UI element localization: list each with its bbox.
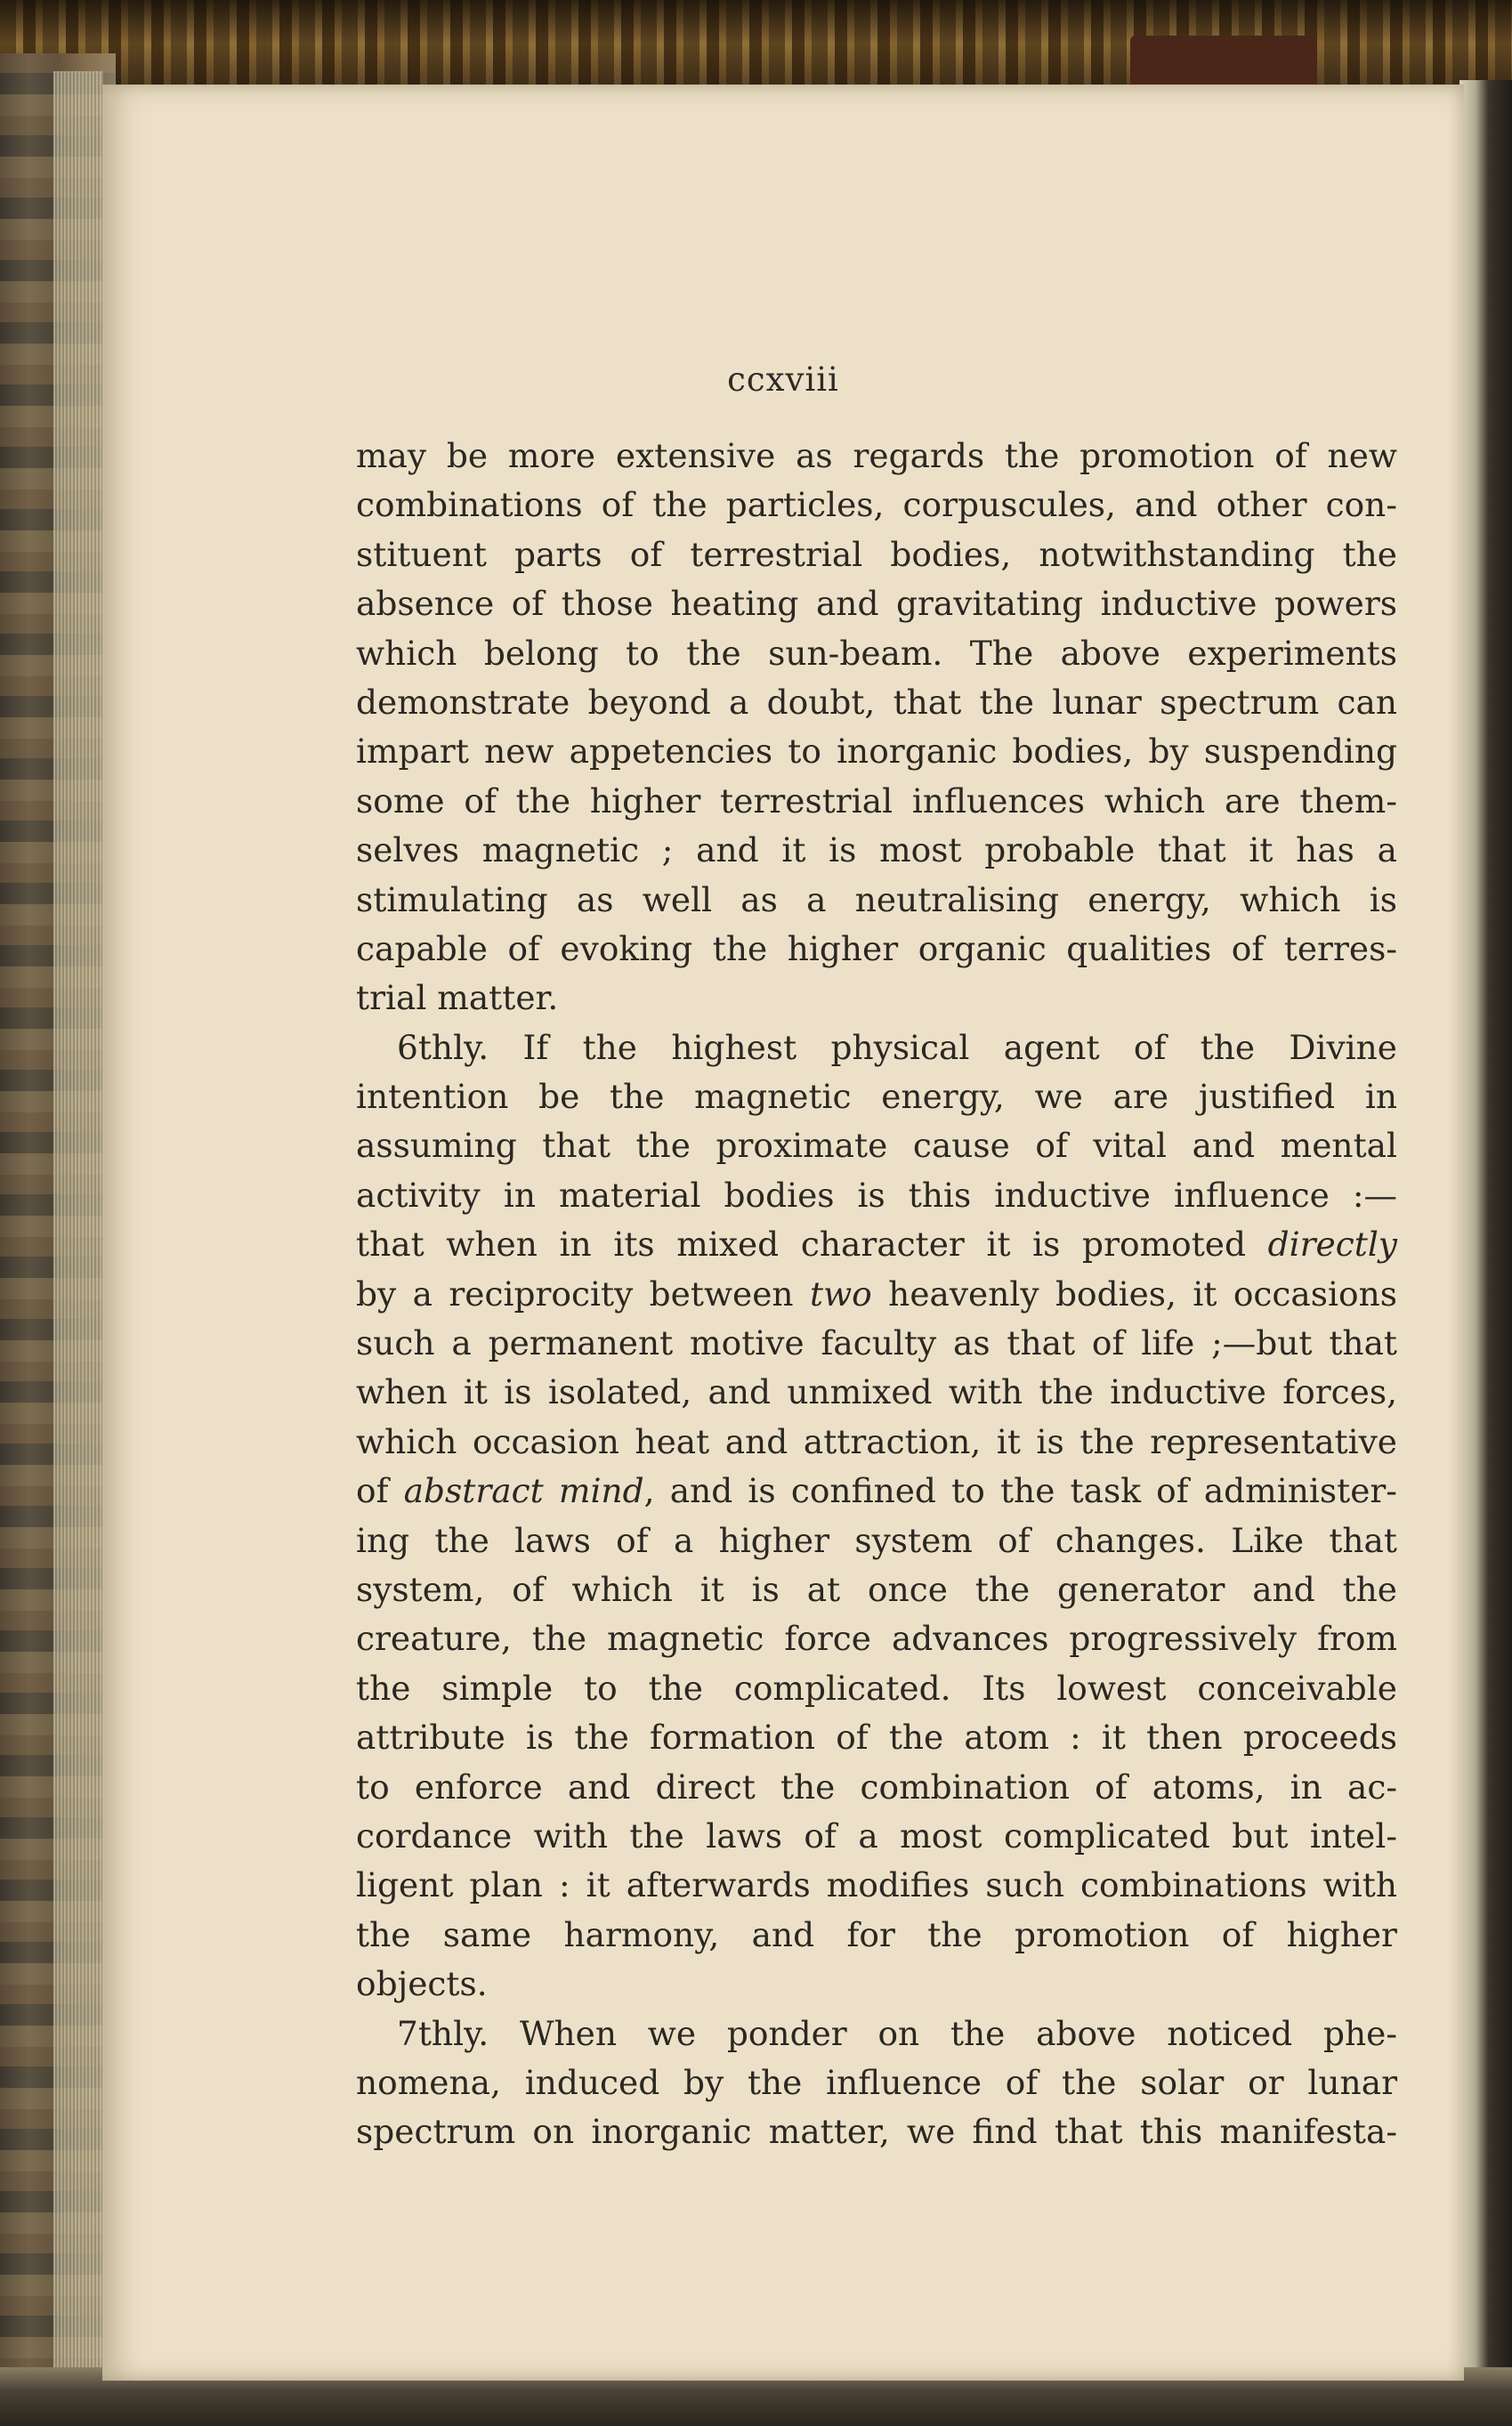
text-segment: cordance with the laws of a most complicated but intel- <box>356 1815 1397 1856</box>
text-segment: some of the higher terrestrial influences which are them- <box>356 780 1397 821</box>
body-text <box>356 432 1397 2157</box>
text-line <box>356 2010 1397 2058</box>
text-line <box>356 1072 1397 1121</box>
text-segment: by a reciprocity between <box>356 1274 810 1314</box>
text-segment: nomena, induced by the influence of the solar or lunar <box>356 2062 1397 2102</box>
text-segment: intention be the magnetic energy, we are justified in <box>356 1077 1397 1117</box>
text-segment: selves magnetic ; and it is most probable that it has a <box>356 830 1397 870</box>
text-segment: demonstrate beyond a doubt, that the lunar spectrum can <box>356 682 1397 722</box>
text-segment: activity in material bodies is this inductive influence :— <box>356 1175 1397 1215</box>
text-line <box>356 1171 1397 1220</box>
text-segment: to enforce and direct the combination of atoms, in ac- <box>356 1767 1397 1807</box>
text-segment: trial matter. <box>356 978 559 1018</box>
text-segment: absence of those heating and gravitating inductive powers <box>356 584 1397 624</box>
italic-phrase: abstract mind <box>403 1471 644 1511</box>
text-segment: creature, the magnetic force advances progressively from <box>356 1619 1397 1659</box>
text-segment: assuming that the proximate cause of vital and mental <box>356 1126 1397 1166</box>
text-line <box>356 974 1397 1023</box>
text-line <box>356 1713 1397 1762</box>
text-segment: when it is isolated, and unmixed with the inductive forces, <box>356 1372 1397 1412</box>
text-segment: that when in its mixed character it is promoted <box>356 1225 1268 1265</box>
text-segment: 7thly. When we ponder on the above noticed phe- <box>397 2013 1397 2053</box>
text-segment: objects. <box>356 1964 488 2004</box>
text-segment: capable of evoking the higher organic qualities of terres- <box>356 928 1397 968</box>
text-segment: stituent parts of terrestrial bodies, notwithstanding the <box>356 534 1397 574</box>
text-line <box>356 432 1397 481</box>
text-segment: impart new appetencies to inorganic bodies, by suspending <box>356 732 1397 772</box>
text-line <box>356 1023 1397 1072</box>
text-line <box>356 1763 1397 1812</box>
text-line <box>356 1270 1397 1319</box>
text-line <box>356 1911 1397 1960</box>
text-line <box>356 629 1397 678</box>
text-line <box>356 727 1397 776</box>
page-edges-right <box>1459 80 1512 2426</box>
text-line <box>356 678 1397 727</box>
book-page <box>102 85 1464 2381</box>
text-segment: attribute is the formation of the atom : it then proceeds <box>356 1718 1397 1758</box>
text-line <box>356 925 1397 974</box>
text-line <box>356 1368 1397 1417</box>
text-segment: may be more extensive as regards the promotion of new <box>356 436 1397 475</box>
text-segment: ligent plan : it afterwards modifies such combinations with <box>356 1865 1397 1905</box>
text-segment: 6thly. If the highest physical agent of the Divine <box>397 1027 1397 1067</box>
text-line <box>356 1614 1397 1663</box>
text-line <box>356 1467 1397 1516</box>
text-line <box>356 481 1397 530</box>
text-line <box>356 876 1397 925</box>
text-line <box>356 2107 1397 2156</box>
text-line <box>356 1121 1397 1170</box>
page-number: ccxviii <box>727 360 839 399</box>
text-segment: which occasion heat and attraction, it is the representative <box>356 1421 1397 1461</box>
text-line <box>356 1960 1397 2009</box>
text-line <box>356 1664 1397 1713</box>
text-line <box>356 777 1397 826</box>
page-edges-left <box>53 71 103 2421</box>
text-segment: the simple to the complicated. Its lowest conceivable <box>356 1668 1397 1708</box>
text-segment: heavenly bodies, it occasions <box>871 1274 1397 1314</box>
text-line <box>356 1418 1397 1467</box>
text-segment: of <box>356 1471 404 1511</box>
text-segment: which belong to the sun-beam. The above experiments <box>356 633 1397 673</box>
text-line <box>356 1812 1397 1861</box>
text-line <box>356 1565 1397 1614</box>
text-line <box>356 1220 1397 1269</box>
text-segment: , and is confined to the task of administer- <box>643 1471 1397 1511</box>
text-line <box>356 579 1397 628</box>
italic-phrase: two <box>810 1274 872 1314</box>
italic-phrase: directly <box>1267 1225 1397 1265</box>
text-line <box>356 2058 1397 2107</box>
text-line <box>356 530 1397 579</box>
text-segment: combinations of the particles, corpuscules, and other con- <box>356 485 1397 525</box>
text-line <box>356 1516 1397 1565</box>
text-segment: ing the laws of a higher system of changes. Like that <box>356 1520 1397 1560</box>
text-line <box>356 1861 1397 1910</box>
text-line <box>356 1319 1397 1368</box>
text-segment: such a permanent motive faculty as that of life ;—but that <box>356 1323 1397 1363</box>
text-segment: the same harmony, and for the promotion of higher <box>356 1914 1397 1954</box>
text-line <box>356 826 1397 875</box>
text-segment: system, of which it is at once the generator and the <box>356 1569 1397 1609</box>
text-segment: spectrum on inorganic matter, we find that this manifesta- <box>356 2112 1397 2152</box>
text-segment: stimulating as well as a neutralising energy, which is <box>356 879 1397 919</box>
